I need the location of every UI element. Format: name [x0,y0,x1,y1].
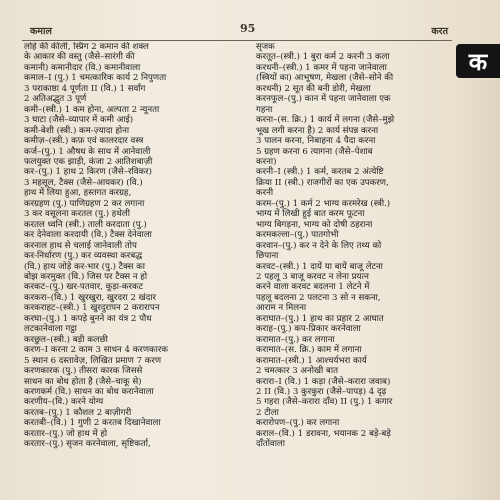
page-header [30,22,448,38]
header-left-guideword: कमाल [30,26,52,37]
dictionary-line: करामात–(पु.) कर लगाना [256,334,335,345]
dictionary-line: करणकर्म (वि.) साधन का बोध करानेवाला [24,386,154,397]
dictionary-line: करारा–I (वि.) 1 कड़ा (जैसे–करारा जवाब) [256,376,391,387]
left-column [24,42,237,500]
dictionary-line: करतूत–(स्त्री.) 1 बुरा कर्म 2 करनी 3 कला [256,52,390,63]
dictionary-line: कर-निर्धारण (पु.) कर व्यवस्था करबद्ध [24,251,143,262]
dictionary-line: छिपाना [256,251,279,262]
page-edge-shadow [452,80,500,500]
dictionary-line: 3 कर वसूलना करतल (पु.) हथेली [24,209,130,220]
header-divider [22,40,452,41]
dictionary-line: कमानी) कमानीदार (वि.) कमानीवाला [24,62,141,73]
dictionary-line: करणकारक (पु.) तीसरा कारक जिससे [24,366,143,377]
letter-thumb-tab: क [456,44,500,78]
dictionary-line: करग्रहण (पु.) पाणिग्रहण 2 कर लगाना [24,198,145,209]
dictionary-line: (स्त्रियों का) आभूषण, मेखला (जैसे–सोने की [256,73,394,84]
dictionary-line: करछुल–(स्त्री.) बड़ी कलछी [24,334,108,345]
dictionary-line: करनाल हाथ से चलाई जानेवाली तोप [24,240,137,251]
dictionary-line: 2 चमत्कार 3 अनोखी बात [256,366,338,377]
dictionary-line: क्रिया II (स्त्री.) राजगीरों का एक उपकरण, [256,177,389,188]
dictionary-line: कराल–(वि.) 1 डरावना, भयानक 2 बड़े-बड़े [256,428,391,439]
dictionary-line: 3 महसूल, टैक्स (जैसे–आयकर) (वि.) [24,177,143,188]
dictionary-line: करकरा–(वि.) 1 खुरखुरा, खुरदरा 2 खंदार [24,292,157,303]
dictionary-line: करमकल्ला–(पु.) पातगोभी [256,230,339,241]
dictionary-line: 5 गहरा (जैसे–करारा दाँव) II (पु.) 1 कगार [256,397,393,408]
dictionary-line: भूख लगी करना है) 2 कार्य संपन्न करना [256,125,379,136]
dictionary-line: करघा–(पु.) 1 कपड़े बुनने का यंत्र 2 पौध [24,313,152,324]
dictionary-line: कमीज़–(स्त्री.) कफ़ एवं कालरदार वस्त्र [24,136,144,147]
dictionary-line: करना) [256,156,277,167]
dictionary-line: करनी [256,188,274,199]
dictionary-line: कर्ज–(पु.) 1 औषध के साथ में आनेवाली [24,146,151,157]
dictionary-line: हाथ में लिया हुआ, हस्तगत करग्रह, [24,188,132,199]
dictionary-line: 3 घाटा (जैसे–व्यापार में कमी आई) [24,115,134,126]
dictionary-line: कर–(पु.) 1 हाथ 2 किरण (जैसे–रविकर) [24,167,152,178]
dictionary-line: करवट–(स्त्री.) 1 दायें या बायें बाजू लेटना [256,261,383,272]
right-column [256,42,452,500]
dictionary-line: करण–I करना 2 काम 3 साधन 4 करणकारक [24,345,168,356]
dictionary-line: कमी–(स्त्री.) 1 कम होना, अल्पता 2 न्यूनता [24,104,160,115]
dictionary-line: करवान–(पु.) कर न देने के लिए तथ्य को [256,240,382,251]
dictionary-line: साधन का बोध होता है (जैसे–चाकू से) [24,376,142,387]
dictionary-line: 2 टीला [256,407,279,418]
dictionary-line: 5 स्थान 6 दस्तावेज़, लिखित प्रमाण 7 करण [24,355,162,366]
dictionary-line: के आकार की वस्तु (जैसे–सारंगी की [24,52,135,63]
dictionary-line: करधनी) 2 सूत की बनी डोरी, मेखला [256,83,371,94]
dictionary-line: कराह–(पु.) कप-प्रिकार करनेवाला [256,324,361,335]
dictionary-line: करधनी–(स्त्री.) 1 कमर में पहना जानेवाला [256,62,387,73]
dictionary-line: कमाल–I (पु.) 1 चमत्कारिक कार्य 2 निपुणता [24,73,167,84]
dictionary-line: करने वाला करवट बदलना 1 लेटने में [256,282,370,293]
dictionary-line: करतब–(पु.) 1 कौशल 2 बाज़ीगरी [24,407,132,418]
dictionary-line: करतार–(पु.) सृजन करनेवाला, सृष्टिकर्ता, [24,439,151,450]
dictionary-line: बोझ करमुक्त (वि.) जिस पर टैक्स न हो [24,271,148,282]
dictionary-line: कराघात–(पु.) 1 हाथ का प्रहार 2 आघात [256,313,384,324]
dictionary-line: करनी–I (स्त्री.) 1 कर्म, करतब 2 अंत्येष्टि [256,167,384,178]
dictionary-line: 3 पालन करना, निबाहना 4 पैदा करना [256,136,376,147]
dictionary-line: फलयुक्त एक झाड़ी, कंजा 2 आतिशबाज़ी [24,156,153,167]
dictionary-line: भाग्य में लिखी हुई बात करम फूटना [256,209,365,220]
dictionary-line: करतल ध्वनि (स्त्री.) ताली करदाता (पु.) [24,219,147,230]
dictionary-line: 5 ग्रहण करना 6 त्यागना (जैसे–पेशाब [256,146,373,157]
dictionary-line: कमी-बेशी (स्त्री.) कम-ज़्यादा होना [24,125,130,136]
dictionary-line: करतार–(पु.) जो हाथ में हो [24,428,108,439]
dictionary-line: (वि.) हाथ जोड़े कर-भार (पु.) टैक्स का [24,261,146,272]
dictionary-line: 2 II (वि.) 3 कुरकुरा (जैसे–पापड़) 4 दृढ़ [256,386,387,397]
header-right-guideword: करत [431,26,448,37]
dictionary-line: करामात–(स्त्री.) 1 आश्चर्यभरा कार्य [256,355,367,366]
dictionary-line: करामात–(स. क्रि.) काम में लगाना [256,345,362,356]
dictionary-line: लोहे की कीली, स्प्रिंग 2 कमान की शक्ल [24,42,149,52]
dictionary-line: 2 अतिअद्भुत 3 पूर्ण [24,94,87,105]
dictionary-line: दाँतोंवाला [256,439,285,450]
dictionary-line: गहना [256,104,273,115]
dictionary-line: करकट–(पु.) खर-पतवार, कूड़ा-करकट [24,282,143,293]
dictionary-line: पहलू बदलना 2 पलटना 3 सो न सकना, [256,292,381,303]
dictionary-line: 2 पहलू 3 बाजू करवट न लेना प्रयत्न [256,271,369,282]
dictionary-line: कर देनेवाला करदायी (वि.) टैक्स देनेवाला [24,230,152,241]
dictionary-line: सृजक [256,42,275,52]
dictionary-line: करणीय–(वि.) करने योग्य [24,397,104,408]
dictionary-line: करारोपण–(पु.) कर लगाना [256,418,340,429]
dictionary-line: करतबी–(वि.) 1 गुणी 2 करतब दिखानेवाला [24,418,161,429]
dictionary-line: करकराहट–(स्त्री.) 1 खुरदुरापन 2 करारापन [24,303,160,314]
dictionary-line: करम–(पु.) 1 कर्म 2 भाग्य करमरेख (स्त्री.) [256,198,391,209]
dictionary-line: करनफूल–(पु.) कान में पहना जानेवाला एक [256,94,391,105]
page-number: 95 [240,22,256,35]
dictionary-line: करना–(स. क्रि.) 1 कार्य में लगना (जैसे–मुझे [256,115,395,126]
dictionary-line: 3 पराकाष्ठा 4 पूर्णता II (वि.) 1 सर्वांग [24,83,146,94]
dictionary-line: भाग्य बिगड़ना, भाग्य को दोषी ठहराना [256,219,373,230]
dictionary-line: आराम न मिलना [256,303,307,314]
dictionary-line: लटकानेवाला गट्ठा [24,324,77,335]
